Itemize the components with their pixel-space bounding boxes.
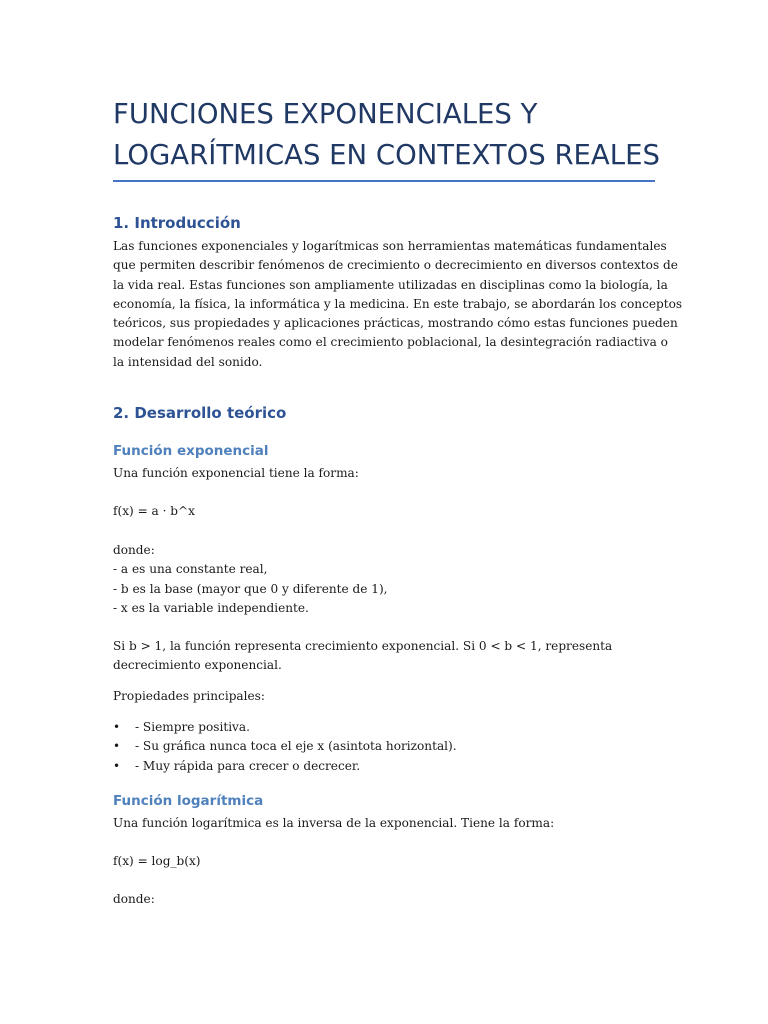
document-title: [113, 94, 658, 176]
title-underline: [113, 180, 655, 182]
exponential-where-line: - b es la base (mayor que 0 y diferente de 1),: [113, 581, 388, 596]
intro-line: modelar fenómenos reales como el crecimiento poblacional, la desintegración radiactiva o: [113, 335, 668, 350]
intro-paragraph: [113, 237, 683, 372]
exponential-where-line: - x es la variable independiente.: [113, 600, 309, 615]
exponential-intro: Una función exponencial tiene la forma:: [113, 466, 359, 480]
list-item-text: - Muy rápida para crecer o decrecer.: [135, 758, 361, 773]
bullet-icon: •: [113, 739, 121, 754]
subsection-heading-funcion-logaritmica: Función logarítmica: [113, 793, 264, 809]
exponential-behavior-line: decrecimiento exponencial.: [113, 658, 282, 673]
bullet-icon: •: [113, 720, 121, 734]
intro-line: la vida real. Estas funciones son ampliamente utilizadas en disciplinas como la biología, la: [113, 277, 668, 292]
intro-line: economía, la física, la informática y la medicina. En este trabajo, se abordarán los conceptos: [113, 296, 683, 311]
exponential-where-line: - a es una constante real,: [113, 562, 268, 577]
logarithmic-formula: f(x) = log_b(x): [113, 854, 201, 868]
exponential-formula: f(x) = a · b^x: [113, 504, 195, 518]
section-heading-introduccion: 1. Introducción: [113, 214, 241, 232]
intro-line: que permiten describir fenómenos de crecimiento o decrecimiento en diversos contextos de: [113, 258, 678, 273]
document-title-line-2: LOGARÍTMICAS EN CONTEXTOS REALES: [113, 139, 660, 171]
exponential-where-list: [113, 541, 658, 618]
exponential-where-line: donde:: [113, 543, 155, 557]
bullet-icon: •: [113, 758, 121, 773]
properties-label: Propiedades principales:: [113, 689, 265, 703]
intro-line: Las funciones exponenciales y logarítmicas son herramientas matemáticas fundamentales: [113, 239, 667, 253]
list-item-text: - Siempre positiva.: [135, 720, 250, 734]
subsection-heading-funcion-exponencial: Función exponencial: [113, 443, 269, 459]
document-title-line-1: FUNCIONES EXPONENCIALES Y: [113, 98, 538, 130]
exponential-behavior-paragraph: [113, 637, 658, 676]
logarithmic-intro: Una función logarítmica es la inversa de la exponencial. Tiene la forma:: [113, 816, 555, 830]
logarithmic-where-label: donde:: [113, 892, 155, 906]
section-heading-desarrollo-teorico: 2. Desarrollo teórico: [113, 404, 287, 422]
intro-line: teóricos, sus propiedades y aplicaciones prácticas, mostrando cómo estas funciones pueden: [113, 316, 678, 331]
intro-line: la intensidad del sonido.: [113, 354, 263, 369]
exponential-behavior-line: Si b > 1, la función representa crecimiento exponencial. Si 0 < b < 1, representa: [113, 639, 613, 653]
list-item-text: - Su gráfica nunca toca el eje x (asintota horizontal).: [135, 739, 457, 754]
